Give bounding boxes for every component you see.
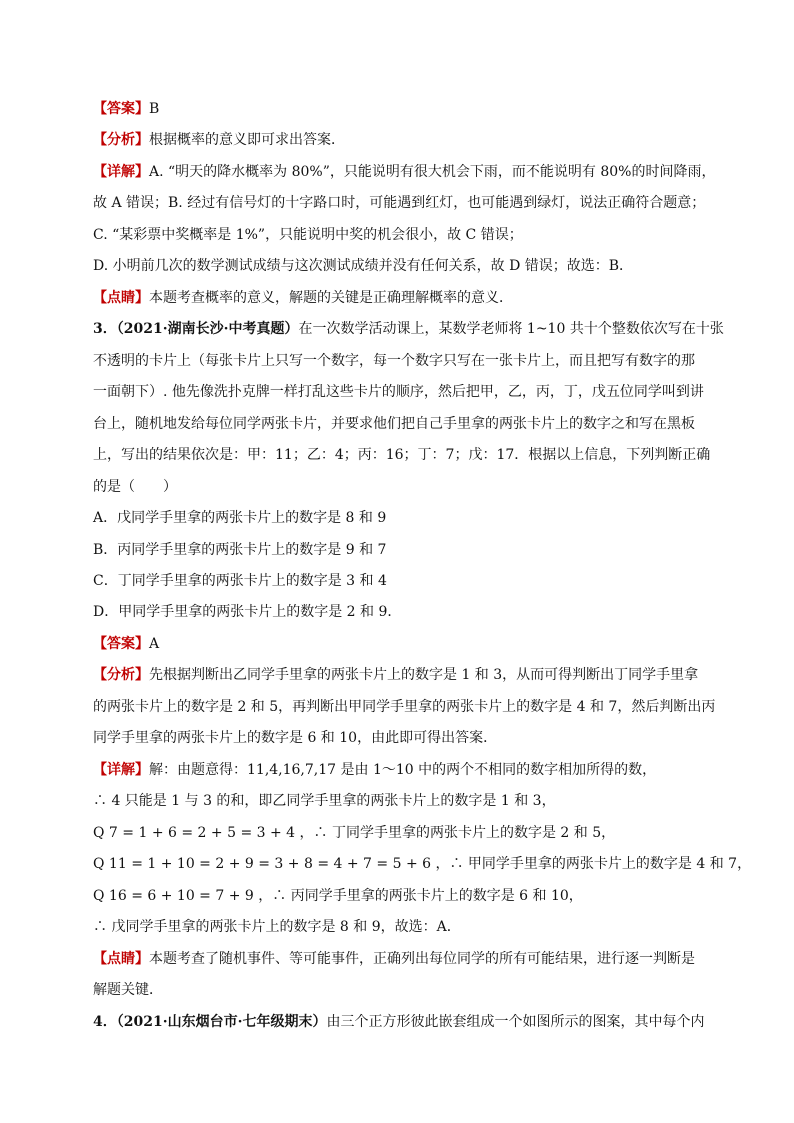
q3-detail-line [93,760,713,780]
q3-comment-line [93,949,713,969]
option-b: B．丙同学手里拿的两张卡片上的数字是 9 和 7 [93,542,387,558]
comment-text: 本题考查概率的意义，解题的关键是正确理解概率的意义． [149,290,513,306]
analysis-tag: 【分析】 [93,132,149,148]
question-number: 3． [93,321,117,337]
question-source: （2021·湖南长沙·中考真题） [116,321,299,337]
q2-detail-line: D. 小明前几次的数学测试成绩与这次测试成绩并没有任何关系，故 D 错误；故选：B． [93,258,634,274]
q3-comment-line: 解题关键． [93,982,163,998]
detail-tag: 【详解】 [93,164,149,180]
question-number: 4． [93,1014,117,1030]
q3-detail-line: ∴ 4 只能是 1 与 3 的和，即乙同学手里拿的两张卡片上的数字是 1 和 3， [93,793,556,809]
comment-tag: 【点睛】 [93,951,149,967]
option-a: A．戊同学手里拿的两张卡片上的数字是 8 和 9 [93,510,387,526]
q3-detail-line: Q 7 = 1 + 6 = 2 + 5 = 3 + 4 ，∴ 丁同学手里拿的两张卡片上的数字是 2 和 5， [93,825,616,841]
answer-tag: 【答案】 [93,636,149,652]
detail-tag: 【详解】 [93,762,149,778]
q3-detail-line: Q 16 = 6 + 10 = 7 + 9 ，∴ 丙同学手里拿的两张卡片上的数字是 6 和 10， [93,888,583,904]
q3-analysis-line: 同学手里拿的两张卡片上的数字是 6 和 10，由此即可得出答案． [93,730,498,746]
detail-text: 解：由题意得：11,4,16,7,17 是由 1～10 中的两个不相同的数字相加所得的数， [149,762,657,778]
q3-stem-line: 一面朝下）. 他先像洗扑克牌一样打乱这些卡片的顺序，然后把甲，乙，丙，丁，戊五位同学叫到讲 [93,384,704,400]
question-stem: 在一次数学活动课上，某数学老师将 1~10 共十个整数依次写在十张 [298,321,724,337]
q3-answer-line [93,634,713,654]
option-d: D．甲同学手里拿的两张卡片上的数字是 2 和 9． [93,604,402,620]
answer-text: B [149,101,160,117]
q2-answer-line [93,99,713,119]
answer-tag: 【答案】 [93,101,149,117]
q4-stem-line [93,1012,713,1032]
comment-tag: 【点睛】 [93,290,149,306]
q3-stem-line: 不透明的卡片上（每张卡片上只写一个数字，每一个数字只写在一张卡片上，而且把写有数字的那 [93,353,695,369]
q3-stem-line: 上，写出的结果依次是：甲：11；乙：4；丙：16；丁：7；戊：17．根据以上信息，下列判断正确 [93,447,711,463]
question-source: （2021·山东烟台市·七年级期末） [116,1014,327,1030]
analysis-text: 根据概率的意义即可求出答案． [149,132,345,148]
q3-detail-line: Q 11 = 1 + 10 = 2 + 9 = 3 + 8 = 4 + 7 = 5 + 6 ，∴ 甲同学手里拿的两张卡片上的数字是 4 和 7， [93,856,752,872]
q3-analysis-line [93,665,713,685]
analysis-tag: 【分析】 [93,667,149,683]
comment-text: 本题考查了随机事件、等可能事件，正确列出每位同学的所有可能结果，进行逐一判断是 [149,951,695,967]
q2-detail-line: 故 A 错误；B. 经过有信号灯的十字路口时，可能遇到红灯，也可能遇到绿灯，说法正确符合题意； [93,195,706,211]
q2-comment-line [93,288,713,308]
q2-detail-line: C. “某彩票中奖概率是 1%”，只能说明中奖的机会很小，故 C 错误； [93,227,523,243]
q2-detail-line [93,162,716,182]
q3-analysis-line: 的两张卡片上的数字是 2 和 5，再判断出甲同学手里拿的两张卡片上的数字是 4 和 7，然后判断出丙 [93,699,716,715]
q3-stem-line: 的是（ ） [93,479,177,495]
q3-stem-line: 台上，随机地发给每位同学两张卡片，并要求他们把自己手里拿的两张卡片上的数字之和写在黑板 [93,416,695,432]
option-c: C．丁同学手里拿的两张卡片上的数字是 3 和 4 [93,573,387,589]
q3-stem-line [93,319,724,339]
question-stem: 由三个正方形彼此嵌套组成一个如图所示的图案，其中每个内 [326,1014,705,1030]
q2-analysis-line [93,130,713,150]
answer-text: A [149,636,160,652]
q3-detail-line: ∴ 戊同学手里拿的两张卡片上的数字是 8 和 9，故选：A． [93,919,461,935]
analysis-text: 先根据判断出乙同学手里拿的两张卡片上的数字是 1 和 3，从而可得判断出丁同学手里拿 [149,667,699,683]
detail-text: A. “明天的降水概率为 80%”，只能说明有很大机会下雨，而不能说明有 80%的时间降雨， [149,164,716,180]
